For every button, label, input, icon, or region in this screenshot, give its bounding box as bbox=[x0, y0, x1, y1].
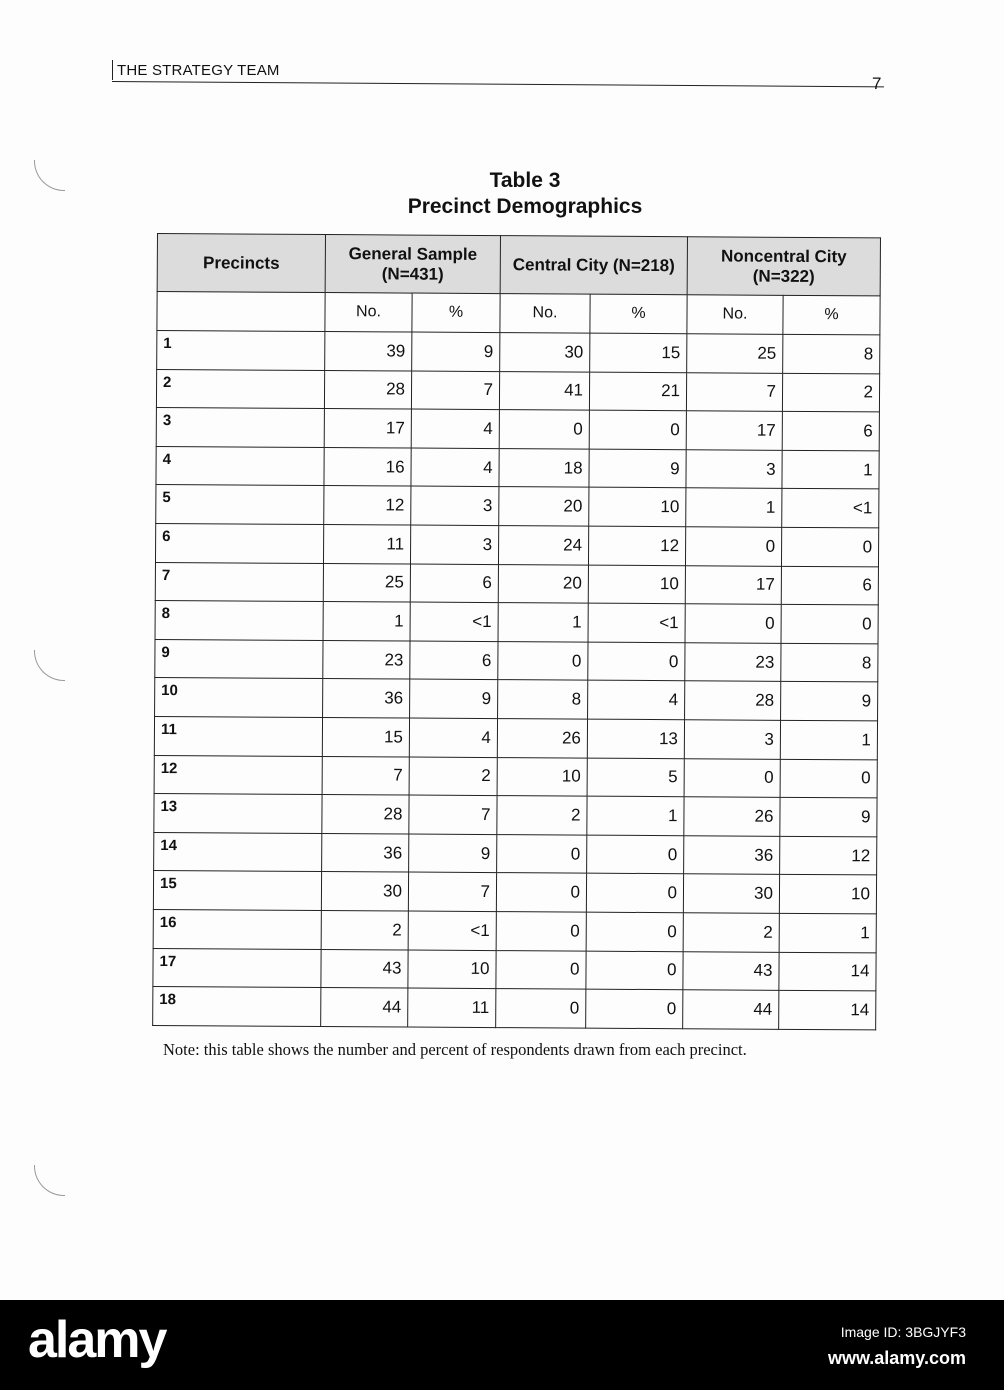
subheader: % bbox=[783, 295, 880, 335]
table-row bbox=[155, 678, 878, 721]
image-id: Image ID: 3BGJYF3 bbox=[840, 1324, 966, 1340]
precinct-cell: 14 bbox=[154, 832, 322, 872]
table-row bbox=[155, 639, 878, 682]
value-cell: 12 bbox=[588, 526, 685, 565]
value-cell: 23 bbox=[323, 640, 410, 679]
value-cell: 44 bbox=[683, 990, 779, 1029]
value-cell: 13 bbox=[587, 719, 684, 758]
value-cell: 3 bbox=[411, 486, 499, 525]
value-cell: 10 bbox=[779, 875, 876, 914]
value-cell: 14 bbox=[779, 990, 876, 1029]
precinct-table bbox=[152, 233, 881, 1030]
value-cell: 2 bbox=[409, 757, 497, 796]
value-cell: 0 bbox=[781, 604, 878, 643]
value-cell: 24 bbox=[498, 526, 588, 565]
value-cell: 2 bbox=[497, 796, 587, 835]
value-cell: 10 bbox=[408, 950, 496, 989]
value-cell: 9 bbox=[410, 679, 498, 718]
table-row bbox=[157, 331, 880, 374]
value-cell: 0 bbox=[496, 950, 586, 989]
value-cell: 9 bbox=[781, 682, 878, 721]
value-cell: 0 bbox=[780, 759, 877, 798]
value-cell: 23 bbox=[685, 642, 781, 681]
value-cell: 15 bbox=[322, 717, 409, 756]
value-cell: 7 bbox=[409, 795, 497, 834]
precinct-cell: 18 bbox=[153, 987, 321, 1027]
value-cell: 4 bbox=[411, 409, 499, 448]
table-row bbox=[155, 601, 878, 644]
subheader: No. bbox=[687, 295, 783, 335]
table-row bbox=[156, 485, 879, 528]
value-cell: <1 bbox=[410, 602, 498, 641]
value-cell: 8 bbox=[498, 680, 588, 719]
value-cell: 2 bbox=[782, 373, 879, 412]
value-cell: 0 bbox=[586, 951, 683, 990]
value-cell: 3 bbox=[410, 525, 498, 564]
value-cell: 2 bbox=[321, 910, 408, 949]
value-cell: 41 bbox=[499, 371, 589, 410]
value-cell: 16 bbox=[324, 447, 411, 486]
value-cell: 25 bbox=[323, 563, 410, 602]
value-cell: 1 bbox=[498, 603, 588, 642]
value-cell: 30 bbox=[683, 874, 779, 913]
table-row bbox=[153, 987, 876, 1030]
value-cell: 43 bbox=[683, 951, 779, 990]
value-cell: 0 bbox=[586, 989, 683, 1028]
precinct-cell: 17 bbox=[153, 948, 321, 988]
value-cell: 20 bbox=[498, 564, 588, 603]
value-cell: <1 bbox=[588, 603, 685, 642]
precinct-cell: 9 bbox=[155, 639, 323, 679]
value-cell: 17 bbox=[324, 409, 411, 448]
value-cell: 0 bbox=[589, 410, 686, 449]
value-cell: 20 bbox=[499, 487, 589, 526]
subheader: No. bbox=[325, 293, 412, 333]
binder-hole-mark bbox=[34, 1165, 65, 1196]
value-cell: 0 bbox=[781, 527, 878, 566]
table-row bbox=[154, 716, 877, 759]
table-row bbox=[154, 755, 877, 798]
table-row bbox=[156, 369, 879, 412]
value-cell: 4 bbox=[409, 718, 497, 757]
value-cell: 1 bbox=[587, 796, 684, 835]
value-cell: 0 bbox=[497, 834, 587, 873]
subheader: % bbox=[412, 293, 500, 333]
column-header: Central City (N=218) bbox=[500, 236, 687, 295]
value-cell: 3 bbox=[686, 450, 782, 489]
value-cell: 25 bbox=[687, 334, 783, 373]
subheader: % bbox=[590, 294, 687, 334]
column-header: General Sample (N=431) bbox=[325, 235, 500, 294]
table-note: Note: this table shows the number and percent of respondents drawn from each precinct. bbox=[163, 1040, 747, 1059]
value-cell: 1 bbox=[779, 913, 876, 952]
running-header: THE STRATEGY TEAM bbox=[112, 60, 280, 80]
value-cell: 7 bbox=[322, 756, 409, 795]
precinct-cell: 16 bbox=[153, 909, 321, 949]
value-cell: 6 bbox=[410, 564, 498, 603]
value-cell: 30 bbox=[500, 333, 590, 372]
value-cell: 21 bbox=[589, 372, 686, 411]
value-cell: 2 bbox=[683, 913, 779, 952]
value-cell: 6 bbox=[782, 412, 879, 451]
value-cell: 43 bbox=[321, 949, 408, 988]
value-cell: 36 bbox=[323, 679, 410, 718]
value-cell: 39 bbox=[325, 332, 412, 371]
value-cell: <1 bbox=[408, 911, 496, 950]
value-cell: 8 bbox=[781, 643, 878, 682]
value-cell: 26 bbox=[497, 719, 587, 758]
value-cell: 4 bbox=[411, 448, 499, 487]
table-row bbox=[153, 909, 876, 952]
precinct-cell: 12 bbox=[154, 755, 322, 795]
table-row bbox=[156, 408, 879, 451]
binder-hole-mark bbox=[34, 160, 65, 191]
value-cell: <1 bbox=[782, 489, 879, 528]
watermark-bar bbox=[0, 1300, 1004, 1390]
value-cell: 30 bbox=[321, 872, 408, 911]
table-caption: Precinct Demographics bbox=[407, 195, 643, 218]
value-cell: 0 bbox=[684, 758, 780, 797]
value-cell: 28 bbox=[685, 681, 781, 720]
value-cell: 12 bbox=[780, 836, 877, 875]
value-cell: 14 bbox=[779, 952, 876, 991]
value-cell: 0 bbox=[586, 873, 683, 912]
column-header: Noncentral City (N=322) bbox=[687, 237, 880, 296]
precinct-cell: 8 bbox=[155, 601, 323, 641]
table-row bbox=[155, 562, 878, 605]
value-cell: 1 bbox=[782, 450, 879, 489]
value-cell: 17 bbox=[685, 565, 781, 604]
value-cell: 44 bbox=[321, 988, 408, 1027]
header-rule bbox=[112, 81, 884, 87]
value-cell: 26 bbox=[684, 797, 780, 836]
table-row bbox=[154, 794, 877, 837]
value-cell: 3 bbox=[684, 720, 780, 759]
value-cell: 8 bbox=[783, 334, 880, 373]
value-cell: 10 bbox=[588, 565, 685, 604]
value-cell: 17 bbox=[686, 411, 782, 450]
table-row bbox=[153, 948, 876, 991]
value-cell: 11 bbox=[323, 524, 410, 563]
value-cell: 1 bbox=[780, 720, 877, 759]
value-cell: 9 bbox=[589, 449, 686, 488]
value-cell: 15 bbox=[590, 333, 687, 372]
value-cell: 0 bbox=[498, 641, 588, 680]
value-cell: 0 bbox=[586, 912, 683, 951]
value-cell: 1 bbox=[323, 602, 410, 641]
value-cell: 0 bbox=[499, 410, 589, 449]
value-cell: 4 bbox=[588, 680, 685, 719]
value-cell: 0 bbox=[588, 642, 685, 681]
precinct-cell: 7 bbox=[155, 562, 323, 602]
table-row bbox=[156, 446, 879, 489]
value-cell: 36 bbox=[684, 835, 780, 874]
value-cell: 0 bbox=[496, 989, 586, 1028]
value-cell: 9 bbox=[780, 797, 877, 836]
value-cell: 9 bbox=[412, 332, 500, 371]
precinct-cell: 1 bbox=[157, 331, 325, 371]
column-header: Precincts bbox=[157, 234, 325, 293]
precinct-cell: 13 bbox=[154, 794, 322, 834]
value-cell: 6 bbox=[781, 566, 878, 605]
precinct-cell: 3 bbox=[156, 408, 324, 448]
value-cell: 7 bbox=[408, 872, 496, 911]
subheader-blank bbox=[157, 292, 325, 332]
value-cell: 0 bbox=[685, 527, 781, 566]
table-row bbox=[153, 871, 876, 914]
precinct-cell: 15 bbox=[153, 871, 321, 911]
precinct-cell: 10 bbox=[155, 678, 323, 718]
subheader: No. bbox=[500, 294, 590, 334]
page-number: 7 bbox=[872, 74, 882, 93]
value-cell: 11 bbox=[408, 988, 496, 1027]
watermark-url: www.alamy.com bbox=[827, 1348, 966, 1368]
value-cell: 6 bbox=[410, 641, 498, 680]
value-cell: 10 bbox=[589, 488, 686, 527]
precinct-cell: 2 bbox=[156, 369, 324, 409]
value-cell: 5 bbox=[587, 758, 684, 797]
value-cell: 9 bbox=[409, 834, 497, 873]
precinct-cell: 6 bbox=[155, 523, 323, 563]
value-cell: 28 bbox=[322, 795, 409, 834]
value-cell: 12 bbox=[324, 486, 411, 525]
precinct-cell: 4 bbox=[156, 446, 324, 486]
value-cell: 10 bbox=[497, 757, 587, 796]
table-number: Table 3 bbox=[489, 169, 561, 192]
value-cell: 28 bbox=[324, 370, 411, 409]
precinct-cell: 5 bbox=[156, 485, 324, 525]
value-cell: 36 bbox=[322, 833, 409, 872]
table-row bbox=[154, 832, 877, 875]
value-cell: 1 bbox=[686, 488, 782, 527]
value-cell: 0 bbox=[685, 604, 781, 643]
table-row bbox=[155, 523, 878, 566]
value-cell: 0 bbox=[496, 873, 586, 912]
value-cell: 0 bbox=[587, 835, 684, 874]
value-cell: 7 bbox=[686, 372, 782, 411]
binder-hole-mark bbox=[34, 650, 65, 681]
table-title bbox=[300, 168, 750, 220]
value-cell: 18 bbox=[499, 448, 589, 487]
value-cell: 7 bbox=[411, 371, 499, 410]
value-cell: 0 bbox=[496, 911, 586, 950]
alamy-logo: alamy bbox=[28, 1311, 166, 1369]
precinct-cell: 11 bbox=[154, 716, 322, 756]
